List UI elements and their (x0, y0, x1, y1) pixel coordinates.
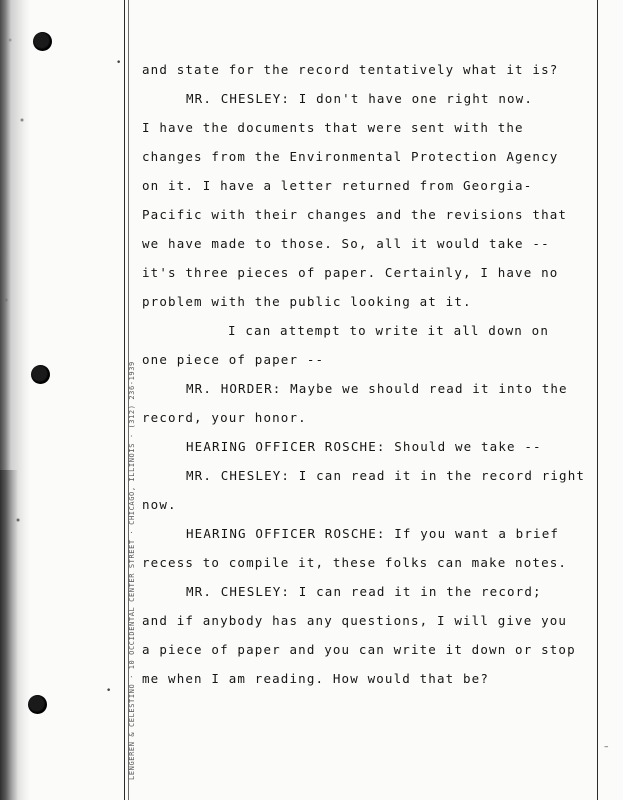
transcript-line: HEARING OFFICER ROSCHE: If you want a brief (186, 526, 560, 541)
transcript-line: and state for the record tentatively what it is? (142, 62, 559, 77)
transcript-line: MR. HORDER: Maybe we should read it into the (186, 381, 568, 396)
margin-speck: • (106, 686, 112, 696)
transcript-line: HEARING OFFICER ROSCHE: Should we take -- (186, 439, 542, 454)
transcript-line: I can attempt to write it all down on (228, 323, 549, 338)
court-reporter-margin-notice: LENGEREN & CELESTINO · 10 OCCIDENTAL CENTER STREET · CHICAGO, ILLINOIS · (312) 236-1939 (128, 361, 136, 780)
transcript-line: we have made to those. So, all it would take -- (142, 236, 550, 251)
transcript-line: record, your honor. (142, 410, 307, 425)
transcript-line: and if anybody has any questions, I will give you (142, 613, 568, 628)
transcript-line: recess to compile it, these folks can make notes. (142, 555, 568, 570)
transcript-line: Pacific with their changes and the revisions that (142, 207, 568, 222)
transcript-line: a piece of paper and you can write it down or stop (142, 642, 576, 657)
transcript-line: problem with the public looking at it. (142, 294, 472, 309)
margin-tick-mark: • (116, 58, 122, 68)
transcript-line: me when I am reading. How would that be? (142, 671, 490, 686)
transcript-line: it's three pieces of paper. Certainly, I have no (142, 265, 559, 280)
transcript-line: MR. CHESLEY: I can read it in the record; (186, 584, 542, 599)
transcript-line: I have the documents that were sent with the (142, 120, 524, 135)
transcript-line: MR. CHESLEY: I can read it in the record right (186, 468, 586, 483)
transcript-line: one piece of paper -- (142, 352, 325, 367)
transcript-line: now. (142, 497, 177, 512)
transcript-line: changes from the Environmental Protection Agency (142, 149, 559, 164)
transcript-line: on it. I have a letter returned from Georgia- (142, 178, 533, 193)
transcript-line: MR. CHESLEY: I don't have one right now. (186, 91, 534, 106)
right-margin-dash: – (604, 742, 609, 752)
